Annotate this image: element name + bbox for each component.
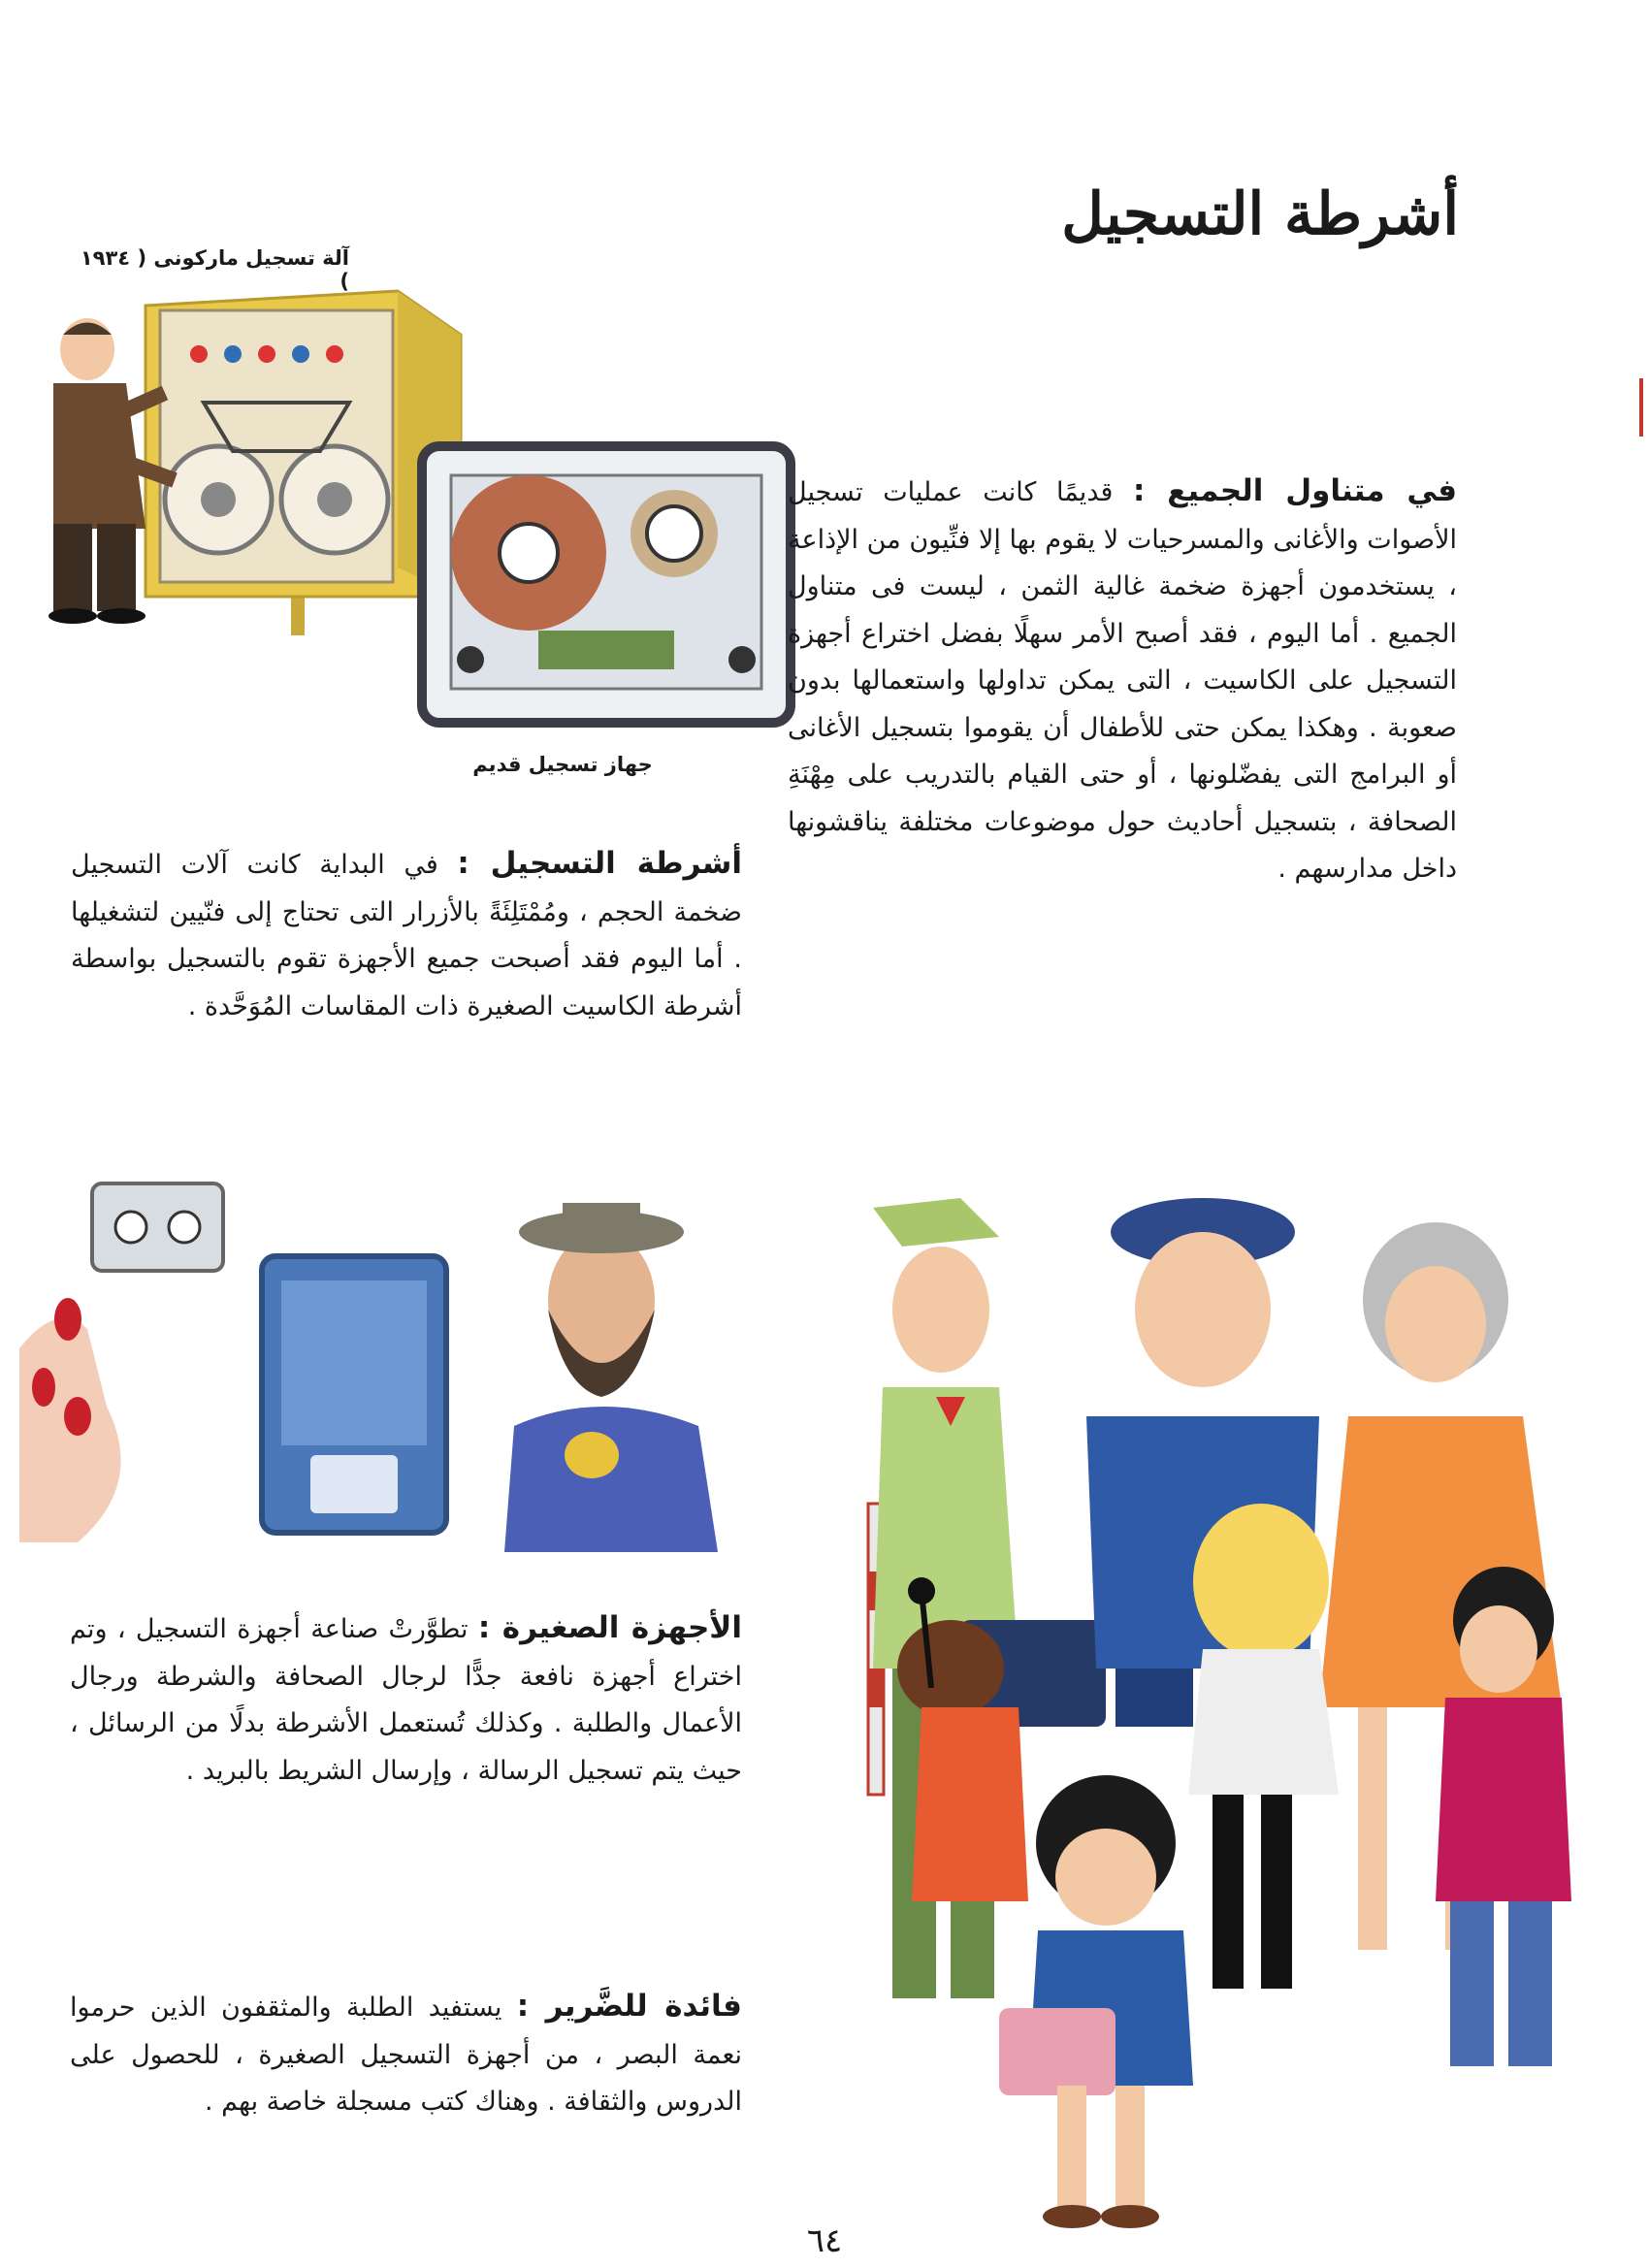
marconi-recorder-illustration [29, 276, 475, 660]
page-title: أشرطة التسجيل [1061, 180, 1459, 248]
paragraph-body: قديمًا كانت عمليات تسجيل الأصوات والأغانى والمسرحيات لا يقوم بها إلا فنِّيون من الإذاعة ، يستخدمون أجهزة ضخمة غالية الثمن ، ليست فى متناول الجميع . أما اليوم ، فقد أصبح الأمر سهلًا بفضل اختراع أجهزة التسجيل على الكاسيت ، التى يمكن تداولها واستعمالها بدون صعوبة . وهكذا يمكن حتى للأطفال أن يقوموا بتسجيل الأغانى أو البرامج التى يفضّلونها ، أو حتى القيام بالتدريب على مِهْنَةِ الصحافة ، بتسجيل أحاديث حول موضوعات مختلفة يناقشونها داخل مدارسهم . [788, 477, 1457, 884]
edge-mark [1639, 378, 1643, 437]
paragraph-body: في البداية كانت آلات التسجيل ضخمة الحجم ، ومُمْتَلِئَةً بالأزرار التى تحتاج إلى فنّيين لتشغيلها . أما اليوم فقد أصبحت جميع الأجهزة تقوم بالتسجيل بواسطة أشرطة الكاسيت الصغيرة ذات المقاسات المُوَحَّدة . [71, 850, 742, 1021]
small-devices-illustration [19, 1164, 766, 1552]
paragraph-small-devices [70, 1604, 742, 1795]
caption-old-device: جهاز تسجيل قديم [472, 753, 653, 776]
paragraph-benefit-for-blind [70, 1983, 742, 2126]
paragraph-heading: فائدة للضَّرير : [516, 1989, 742, 2024]
paragraph-recording-tapes [71, 840, 742, 1030]
paragraph-body: تطوَّرتْ صناعة أجهزة التسجيل ، وتم اختراع أجهزة نافعة جدًّا لرجال الصحافة والشرطة ورجال الأعمال والطلبة . وكذلك تُستعمل الأشرطة بدلًا من الرسائل ، حيث يتم تسجيل الرسالة ، وإرسال الشريط بالبريد . [70, 1614, 742, 1786]
paragraph-for-everyone [788, 468, 1457, 893]
young-reporters-illustration [854, 1164, 1591, 2260]
page-number: ٦٤ [806, 2221, 843, 2260]
paragraph-heading: الأجهزة الصغيرة : [477, 1610, 742, 1645]
paragraph-body: يستفيد الطلبة والمثقفون الذين حرموا نعمة البصر ، من أجهزة التسجيل الصغيرة ، للحصول على الدروس والثقافة . وهناك كتب مسجلة خاصة بهم . [70, 1993, 742, 2117]
old-cassette-device-illustration [412, 427, 800, 737]
caption-marconi: آلة تسجيل ماركونى ( ١٩٣٤ ) [80, 246, 349, 293]
paragraph-heading: في متناول الجميع : [1133, 473, 1457, 508]
paragraph-heading: أشرطة التسجيل : [457, 846, 742, 881]
